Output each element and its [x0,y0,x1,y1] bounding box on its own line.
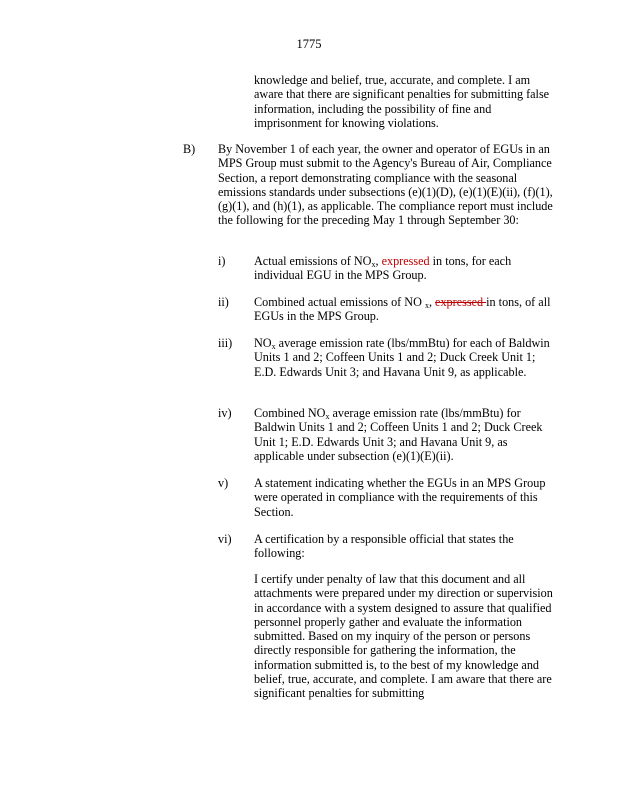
item-i-subscript: x [371,260,376,269]
certification-statement: I certify under penalty of law that this document and all attachments were prepared under my direction or supervision in accordance with a system designed to assure that qualified personnel properly gather and evaluate the information submitted. Based on my inquiry of the person or persons directly responsible for gathering the information, the information submitted is, to the best of my knowledge and belief, true, accurate, and complete. I am aware that there are significant penalties for submitting [254,572,553,701]
item-ii-pre: Combined actual emissions of NO [254,295,425,309]
item-v-text: A statement indicating whether the EGUs in an MPS Group were operated in compliance with the requirements of this Section. [254,476,546,519]
item-iv-pre: Combined NO [254,406,326,420]
item-vi-text: A certification by a responsible official that states the following: [254,532,514,561]
item-i-post: in tons, for each individual EGU in the MPS Group. [254,254,512,283]
item-i-label: i) [218,254,226,268]
page-number: 1775 [296,37,322,51]
section-b-label: B) [183,142,196,156]
item-i-inserted-text: expressed [381,254,430,268]
item-iii-subscript: x [271,342,276,351]
item-i-text [254,254,554,283]
item-iv-label: iv) [218,406,232,420]
item-ii-deleted-text: expressed [435,295,487,309]
item-ii-subscript: x [424,301,429,310]
item-i-mid: , [375,254,382,268]
item-ii-text [254,295,554,324]
continuation-paragraph: knowledge and belief, true, accurate, and complete. I am aware that there are significant penalties for submitting false information, including the possibility of fine and imprisonment for knowing violations. [254,73,550,130]
item-iii-post: average emission rate (lbs/mmBtu) for each of Baldwin Units 1 and 2; Coffeen Units 1 and 2; Duck Creek Unit 1; E.D. Edwards Unit 3; and Havana Unit 9, as applicable. [254,336,550,379]
item-iii-text [254,336,554,379]
item-ii-label: ii) [218,295,229,309]
item-ii-mid: , [428,295,436,309]
item-i-pre: Actual emissions of NO [254,254,372,268]
item-iv-subscript: x [325,412,330,421]
item-iv-post: average emission rate (lbs/mmBtu) for Baldwin Units 1 and 2; Coffeen Units 1 and 2; Duck Creek Unit 1; E.D. Edwards Unit 3; and Havana Unit 9, as applicable under subsection (e)(1)(E)(ii). [254,406,543,463]
item-iii-label: iii) [218,336,233,350]
item-vi-label: vi) [218,532,232,546]
item-ii-post: in tons, of all EGUs in the MPS Group. [254,295,551,324]
item-iii-pre: NO [254,336,272,350]
item-v-label: v) [218,476,229,490]
item-iv-text [254,406,554,463]
section-b-paragraph: By November 1 of each year, the owner and operator of EGUs in an MPS Group must submit to the Agency's Bureau of Air, Compliance Section, a report demonstrating compliance with the seasonal emissions standards under subsections (e)(1)(D), (e)(1)(E)(ii), (f)(1), (g)(1), and (h)(1), as applicable. The compliance report must include the following for the preceding May 1 through September 30: [218,142,553,228]
